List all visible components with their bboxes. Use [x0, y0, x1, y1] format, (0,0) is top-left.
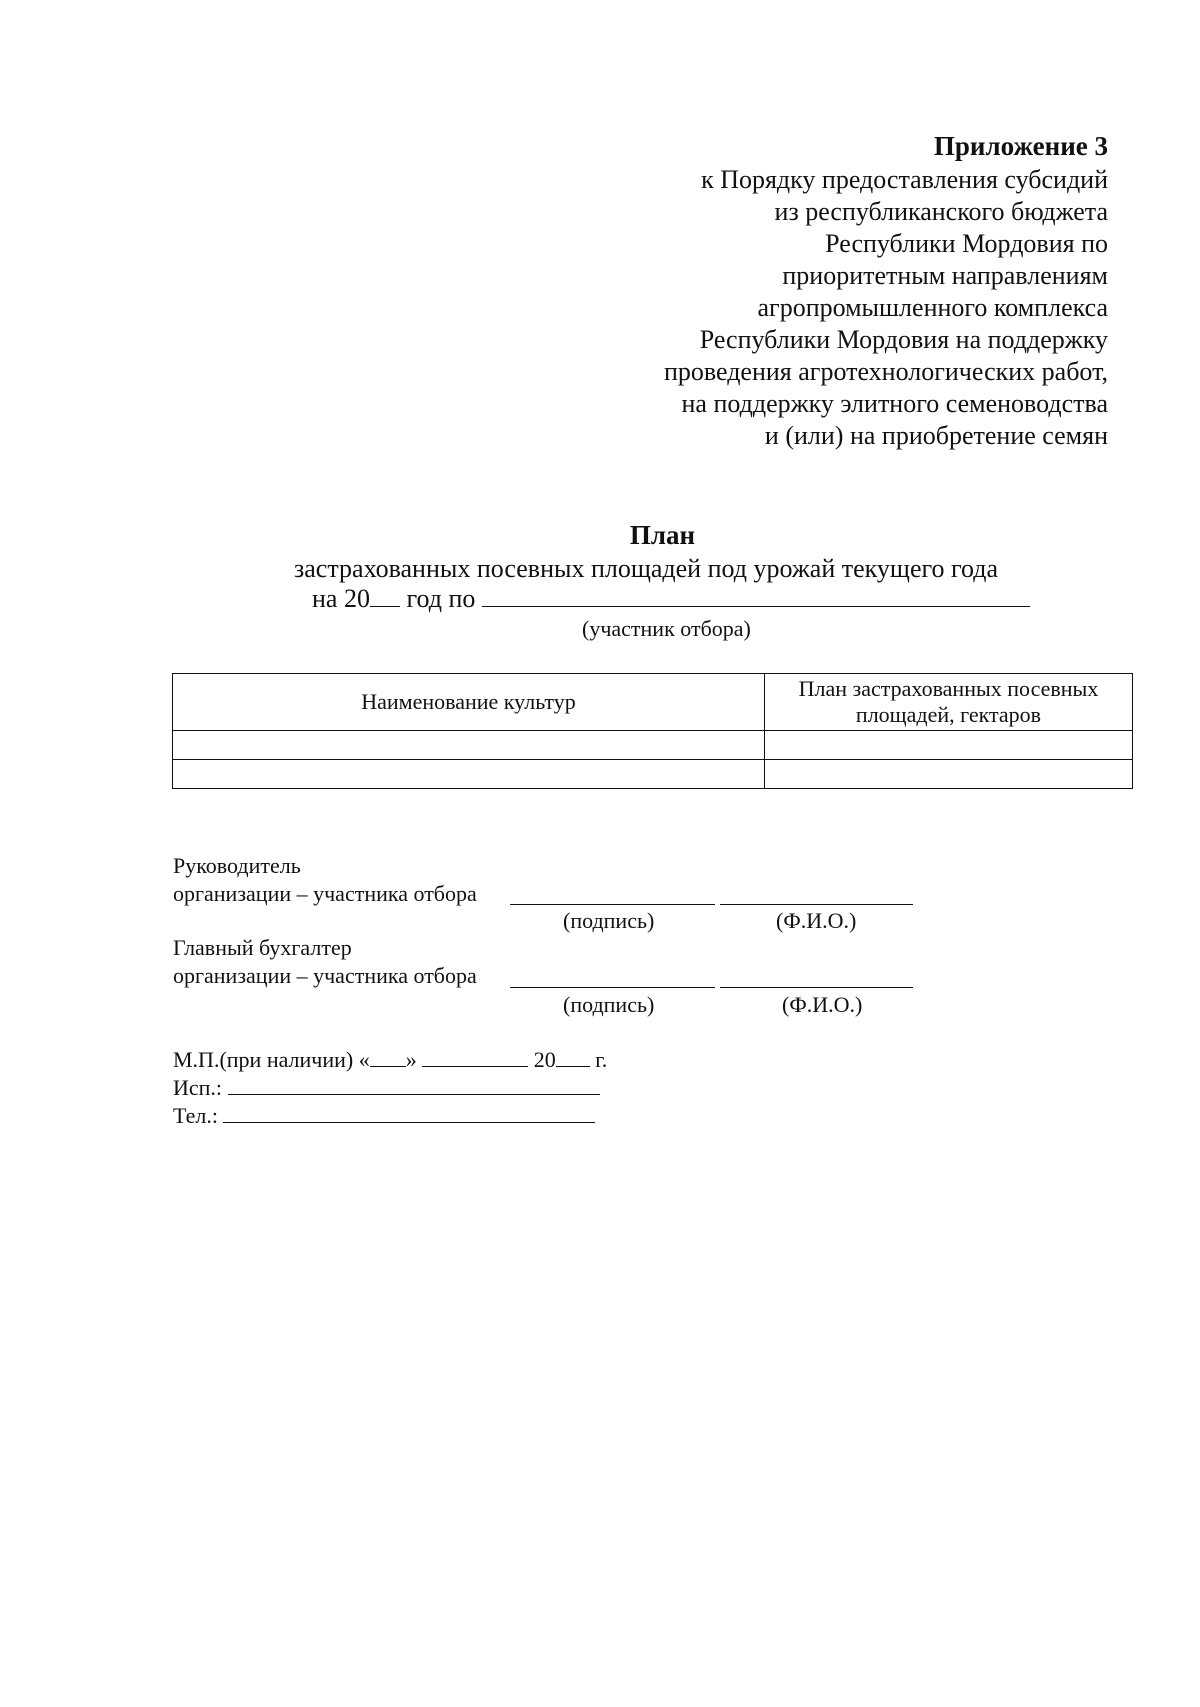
table-cell[interactable]	[173, 760, 765, 789]
year-blank[interactable]	[370, 584, 400, 607]
day-blank[interactable]	[370, 1046, 406, 1067]
table-row	[173, 760, 1133, 789]
stamp-date-line	[173, 1046, 607, 1074]
stamp-label: М.П.(при наличии) «	[173, 1047, 370, 1072]
accountant-name-line[interactable]	[720, 987, 913, 988]
plan-year-line	[312, 583, 1030, 615]
table-cell[interactable]	[764, 731, 1132, 760]
plan-subtitle: застрахованных посевных площадей под урожай текущего года	[294, 554, 999, 583]
head-label-2: организации – участника отбора	[173, 881, 477, 906]
month-blank[interactable]	[422, 1046, 528, 1067]
participant-blank[interactable]	[482, 584, 1030, 607]
phone-label: Тел.:	[173, 1103, 218, 1128]
stamp-close: »	[405, 1047, 417, 1072]
appendix-line: приоритетным направлениям	[782, 261, 1108, 290]
head-name-caption: (Ф.И.О.)	[776, 908, 857, 933]
table-row	[173, 731, 1133, 760]
appendix-title: Приложение 3	[933, 131, 1108, 161]
executor-line	[173, 1074, 600, 1102]
crop-table	[172, 673, 1133, 789]
table-cell[interactable]	[173, 731, 765, 760]
head-signature-caption: (подпись)	[563, 908, 655, 933]
accountant-signature-line[interactable]	[510, 987, 715, 988]
head-label-1: Руководитель	[173, 853, 301, 878]
executor-label: Исп.:	[173, 1075, 223, 1100]
date-year-prefix: 20	[533, 1047, 556, 1072]
plan-year-middle: год по	[406, 584, 476, 613]
header-crop-name: Наименование культур	[173, 674, 765, 731]
table-cell[interactable]	[764, 760, 1132, 789]
executor-blank[interactable]	[228, 1074, 600, 1095]
appendix-line: агропромышленного комплекса	[757, 293, 1108, 322]
table-header-row	[173, 674, 1133, 731]
date-year-suffix: г.	[595, 1047, 608, 1072]
appendix-line: Республики Мордовия по	[825, 229, 1108, 258]
plan-title: План	[629, 520, 696, 550]
plan-year-prefix: на 20	[312, 584, 370, 613]
accountant-label-2: организации – участника отбора	[173, 963, 477, 988]
head-signature-line[interactable]	[510, 904, 715, 905]
accountant-name-caption: (Ф.И.О.)	[782, 992, 863, 1017]
appendix-line: из республиканского бюджета	[774, 197, 1108, 226]
appendix-line: проведения агротехнологических работ,	[663, 357, 1108, 386]
appendix-line: к Порядку предоставления субсидий	[701, 165, 1108, 194]
appendix-line: и (или) на приобретение семян	[764, 421, 1108, 450]
phone-line	[173, 1102, 595, 1130]
accountant-signature-caption: (подпись)	[563, 992, 655, 1017]
accountant-label-1: Главный бухгалтер	[173, 935, 352, 960]
header-plan-area: План застрахованных посевных площадей, гектаров	[764, 674, 1132, 731]
appendix-line: Республики Мордовия на поддержку	[699, 325, 1108, 354]
date-year-blank[interactable]	[556, 1046, 590, 1067]
participant-caption: (участник отбора)	[582, 616, 751, 641]
appendix-line: на поддержку элитного семеноводства	[681, 389, 1108, 418]
phone-blank[interactable]	[223, 1102, 595, 1123]
head-name-line[interactable]	[720, 904, 913, 905]
appendix-block	[548, 130, 1108, 452]
